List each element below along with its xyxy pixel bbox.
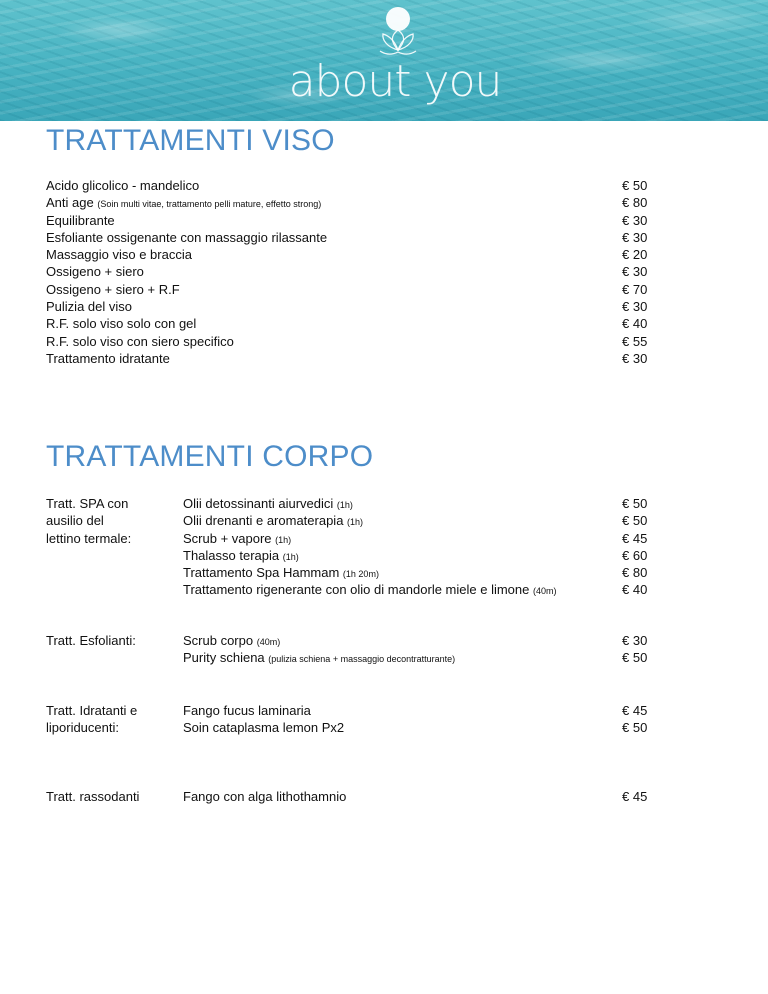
treatment-cell <box>183 719 344 736</box>
price-row <box>46 263 670 280</box>
price-row <box>46 194 670 211</box>
price-row <box>183 632 670 649</box>
treatment-cell <box>183 581 557 600</box>
treatment-name: Ossigeno + siero + R.F <box>46 281 180 297</box>
treatment-cell <box>46 350 170 367</box>
price-row <box>183 512 670 529</box>
treatment-cell <box>46 298 132 315</box>
price-row <box>46 298 670 315</box>
treatment-price: € 50 <box>622 513 648 529</box>
treatment-cell <box>46 246 192 263</box>
treatment-name: Esfoliante ossigenante con massaggio rilassante <box>46 229 328 245</box>
treatment-name: Fango con alga lithothamnio <box>183 789 347 804</box>
treatment-price: € 30 <box>622 212 648 228</box>
section-title-viso: TRATTAMENTI VISO <box>46 124 335 157</box>
treatment-price: € 30 <box>622 229 648 245</box>
treatment-name: Scrub corpo <box>183 633 254 648</box>
treatment-cell <box>46 281 180 298</box>
treatment-price: € 45 <box>622 530 648 546</box>
price-row <box>46 212 670 229</box>
treatment-cell <box>183 702 311 719</box>
price-row <box>46 333 670 350</box>
treatment-price: € 50 <box>622 496 648 511</box>
price-row <box>183 649 670 666</box>
treatment-price: € 30 <box>622 633 648 648</box>
treatment-name: Trattamento idratante <box>46 350 170 366</box>
price-row <box>183 564 670 581</box>
treatment-name: Thalasso terapia <box>183 547 280 563</box>
treatment-note: (40m) <box>533 586 557 597</box>
price-row <box>46 350 670 367</box>
price-row <box>183 581 670 598</box>
treatment-price: € 50 <box>622 178 648 193</box>
group-label: Tratt. rassodanti <box>46 789 140 804</box>
viso-price-list <box>46 177 670 367</box>
treatment-name: Trattamento rigenerante con olio di mandorle miele e limone <box>183 582 530 598</box>
price-row <box>183 702 670 719</box>
treatment-note: (1h) <box>282 551 299 562</box>
treatment-price: € 30 <box>622 299 648 315</box>
price-row <box>183 719 670 736</box>
treatment-name: Olii detossinanti aiurvedici <box>183 496 334 511</box>
treatment-note: (pulizia schiena + massaggio decontratturante) <box>268 654 456 665</box>
treatment-price: € 80 <box>622 565 648 581</box>
treatment-name: Acido glicolico - mandelico <box>46 178 200 193</box>
treatment-note: (40m) <box>256 637 281 647</box>
treatment-cell <box>46 333 234 350</box>
treatment-cell <box>46 315 196 332</box>
treatment-name: R.F. solo viso con siero specifico <box>46 333 234 349</box>
treatment-price: € 45 <box>622 789 648 804</box>
treatment-name: Purity schiena <box>183 650 265 666</box>
treatment-price: € 40 <box>622 316 648 332</box>
group-label: Tratt. Idratanti e liporiducenti: <box>46 703 138 736</box>
price-row <box>46 246 670 263</box>
treatment-price: € 45 <box>622 703 648 718</box>
treatment-note: (1h) <box>347 517 364 528</box>
treatment-price: € 30 <box>622 350 648 366</box>
group-label: Tratt. Esfolianti: <box>46 633 136 648</box>
treatment-name: Ossigeno + siero <box>46 264 144 280</box>
treatment-name: R.F. solo viso solo con gel <box>46 316 197 332</box>
price-row <box>183 788 670 805</box>
group-item-list <box>183 702 670 737</box>
treatment-price: € 20 <box>622 247 648 263</box>
treatment-price: € 70 <box>622 281 648 297</box>
treatment-cell <box>46 229 327 246</box>
price-row <box>46 229 670 246</box>
treatment-name: Pulizia del viso <box>46 299 132 315</box>
group-item-list <box>183 788 670 805</box>
treatment-name: Massaggio viso e braccia <box>46 247 192 263</box>
header-banner <box>0 0 768 121</box>
section-title-corpo: TRATTAMENTI CORPO <box>46 440 374 473</box>
treatment-name: Trattamento Spa Hammam <box>183 565 340 581</box>
treatment-price: € 80 <box>622 195 648 211</box>
price-row <box>183 547 670 564</box>
treatment-cell <box>183 649 455 668</box>
lotus-logo-icon <box>378 6 418 58</box>
treatment-cell <box>46 177 199 194</box>
price-row <box>183 495 670 512</box>
treatment-name: Olii drenanti e aromaterapia <box>183 513 344 529</box>
treatment-name: Anti age <box>46 195 94 211</box>
treatment-name: Soin cataplasma lemon Px2 <box>183 720 345 736</box>
treatment-cell <box>46 212 115 229</box>
treatment-note: (1h) <box>275 534 292 545</box>
treatment-price: € 50 <box>622 720 648 736</box>
treatment-note: (1h 20m) <box>342 569 379 580</box>
treatment-price: € 30 <box>622 264 648 280</box>
treatment-name: Fango fucus laminaria <box>183 703 311 718</box>
group-item-list <box>183 495 670 599</box>
treatment-name: Scrub + vapore <box>183 530 272 546</box>
treatment-name: Equilibrante <box>46 212 115 228</box>
price-row <box>46 281 670 298</box>
price-row <box>46 177 670 194</box>
treatment-note: (1h) <box>336 500 353 510</box>
price-row <box>183 530 670 547</box>
treatment-note: (Soin multi vitae, trattamento pelli mature, effetto strong) <box>97 199 322 210</box>
treatment-price: € 50 <box>622 650 648 666</box>
group-item-list <box>183 632 670 667</box>
treatment-price: € 55 <box>622 333 648 349</box>
treatment-price: € 40 <box>622 582 648 598</box>
price-row <box>46 315 670 332</box>
treatment-cell <box>46 263 144 280</box>
treatment-price: € 60 <box>622 547 648 563</box>
brand-logo-text: about you <box>288 56 502 107</box>
group-label: Tratt. SPA con ausilio del lettino termale: <box>46 496 132 546</box>
treatment-cell <box>183 788 346 805</box>
